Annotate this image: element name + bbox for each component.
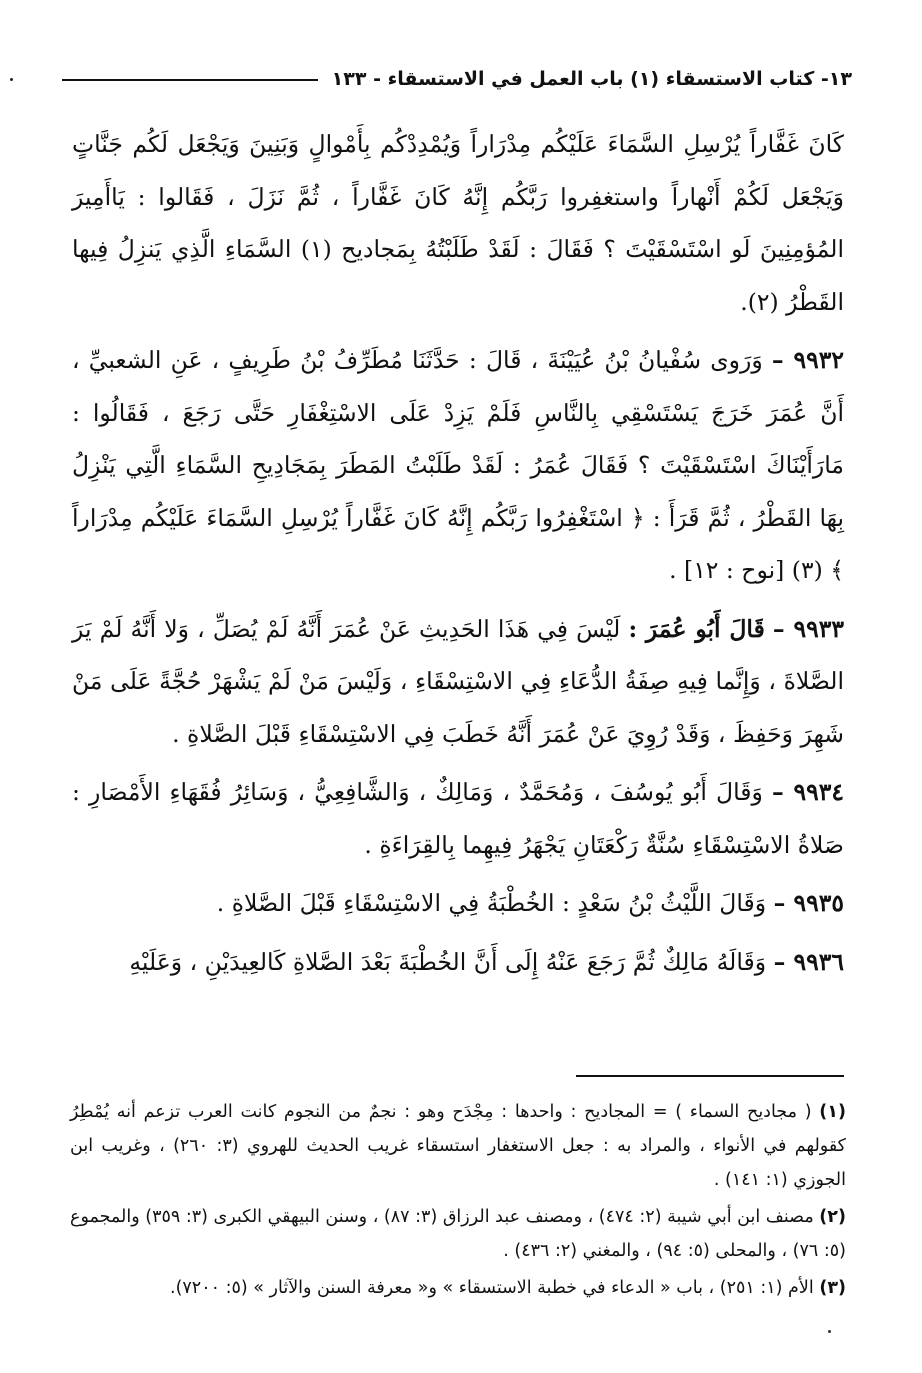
header-rule bbox=[62, 79, 318, 81]
footnote-number: (٢) bbox=[819, 1207, 846, 1227]
paragraph-9935 bbox=[72, 877, 844, 930]
footnote-text: مصنف ابن أبي شيبة (٢: ٤٧٤) ، ومصنف عبد الرزاق (٣: ٨٧) ، وسنن البيهقي الكبرى (٣: ٣٥٩) والمجموع (٥: ٧٦) ، والمحلى (٥: ٩٤) ، والمغني (٢: ٤٣٦) . bbox=[70, 1207, 846, 1261]
footnote-number: (٣) bbox=[819, 1278, 846, 1298]
footnote-text: ( مجاديح السماء ) = المجاديح : واحدها : مِجْدَح وهو : نجمٌ من النجوم كانت العرب تزعم أنه يُمْطِرُ كقولهم في الأنواء ، والمراد به : جعل الاستغفار استسقاء غريب الحديث للهروي (٣: ٢٦٠) ، وغريب ابن الجوزي (١: ١٤١) . bbox=[70, 1102, 846, 1190]
paragraph-number: ٩٩٣٢ – bbox=[771, 346, 844, 374]
footnote-number: (١) bbox=[819, 1102, 846, 1122]
header-title: ١٣- كتاب الاستسقاء (١) باب العمل في الاستسقاء - ١٣٣ bbox=[331, 68, 852, 90]
paragraph-number: ٩٩٣٣ – bbox=[772, 614, 844, 643]
paragraph-number: ٩٩٣٥ – bbox=[773, 889, 844, 917]
paragraph-text: وَقَالَهُ مَالِكٌ ثُمَّ رَجَعَ عَنْهُ إِلَى أَنَّ الخُطْبَةَ بَعْدَ الصَّلاةِ كَالعِيدَيْنِ ، وَعَلَيْهِ bbox=[129, 947, 767, 976]
paragraph-9932 bbox=[72, 334, 844, 597]
page-speck bbox=[828, 1330, 831, 1333]
footnote-2 bbox=[70, 1200, 846, 1268]
paragraph-text: وَرَوى سُفْيانُ بْنُ عُيَيْنَةَ ، قَالَ : حَدَّثَنَا مُطَرِّفُ بْنُ طَرِيفٍ ، عَنِ الشعبيِّ ، أَنَّ عُمَرَ خَرَجَ يَسْتَسْقِي بِالنَّاسِ فَلَمْ يَزِدْ عَلَى الاسْتِغْفَارِ حَتَّى رَجَعَ ، فَقَالُوا : مَارَأَيْنَاكَ اسْتَسْقَيْتَ ؟ فَقَالَ عُمَرُ : لَقَدْ طَلَبْتُ المَطَرَ بِمَجَادِيحِ السَّمَاءِ الَّتِي يَنْزِلُ بِهَا القَطْرُ ، ثُمَّ قَرَأَ : ﴿ اسْتَغْفِرُوا رَبَّكُم إِنَّهُ كَانَ غَفَّاراً يُرْسِلِ السَّمَاءَ عَلَيْكُم مِدْرَاراً ﴾ (٣) [نوح : ١٢] . bbox=[72, 346, 844, 584]
paragraph-text: لَيْسَ فِي هَذَا الحَدِيثِ عَنْ عُمَرَ أَنَّهُ لَمْ يُصَلِّ ، وَلا أَنَّهُ لَمْ يَرَ الصَّلاةَ ، وَإِنَّما فِيهِ صِفَةُ الدُّعَاءِ فِي الاسْتِسْقَاءِ ، وَلَيْسَ مَنْ لَمْ يَشْهَرْ حُجَّةً عَلَى مَنْ شَهِرَ وَحَفِظَ ، وَقَدْ رُوِيَ عَنْ عُمَرَ أَنَّهُ خَطَبَ فِي الاسْتِسْقَاءِ قَبْلَ الصَّلاةِ . bbox=[72, 614, 844, 748]
main-text bbox=[72, 118, 844, 994]
paragraph-lead: قَالَ أَبُو عُمَرَ : bbox=[628, 614, 765, 643]
paragraph-number: ٩٩٣٦ – bbox=[773, 947, 844, 976]
footnote-3 bbox=[70, 1271, 846, 1305]
footnote-separator bbox=[576, 1075, 844, 1077]
footnotes bbox=[70, 1095, 846, 1308]
running-header bbox=[62, 64, 852, 94]
paragraph-number: ٩٩٣٤ – bbox=[771, 778, 844, 806]
margin-dot bbox=[10, 78, 13, 81]
paragraph-9933 bbox=[72, 603, 844, 761]
paragraph-9934 bbox=[72, 766, 844, 871]
paragraph-text: وَقَالَ اللَّيْثُ بْنُ سَعْدٍ : الخُطْبَةُ فِي الاسْتِسْقَاءِ قَبْلَ الصَّلاةِ . bbox=[216, 889, 767, 917]
paragraph-continuation bbox=[72, 118, 844, 328]
paragraph-9936 bbox=[72, 936, 844, 989]
paragraph-text: وَقَالَ أَبُو يُوسُفَ ، وَمُحَمَّدٌ ، وَمَالِكٌ ، وَالشَّافِعِيُّ ، وَسَائِرُ فُقَهَاءِ الأَمْصَارِ : صَلاةُ الاسْتِسْقَاءِ سُنَّةٌ رَكْعَتَانِ يَجْهَرُ فِيهِما بِالقِرَاءَةِ . bbox=[72, 778, 844, 859]
footnote-1 bbox=[70, 1095, 846, 1197]
paragraph-text: كَانَ غَفَّاراً يُرْسِلِ السَّمَاءَ عَلَيْكُم مِدْرَاراً وَيُمْدِدْكُم بِأَمْوالٍ وَبَنِينَ وَيَجْعَل لَكُم جَنَّاتٍ وَيَجْعَل لَكُمْ أَنْهاراً واستغفِروا رَبَّكُم إِنَّهُ كَانَ غَفَّاراً ، ثُمَّ نَزَلَ ، فَقَالوا : يَاأَمِيرَ المُؤمِنِينَ لَو اسْتَسْقَيْتَ ؟ فَقَالَ : لَقَدْ طَلَبْتُهُ بِمَجاديح (١) السَّمَاءِ الَّذِي يَنزِلُ فِيها القَطْرُ (٢). bbox=[72, 130, 844, 316]
footnote-text: الأم (١: ٢٥١) ، باب « الدعاء في خطبة الاستسقاء » و« معرفة السنن والآثار » (٥: ٧٢٠٠). bbox=[170, 1278, 814, 1298]
